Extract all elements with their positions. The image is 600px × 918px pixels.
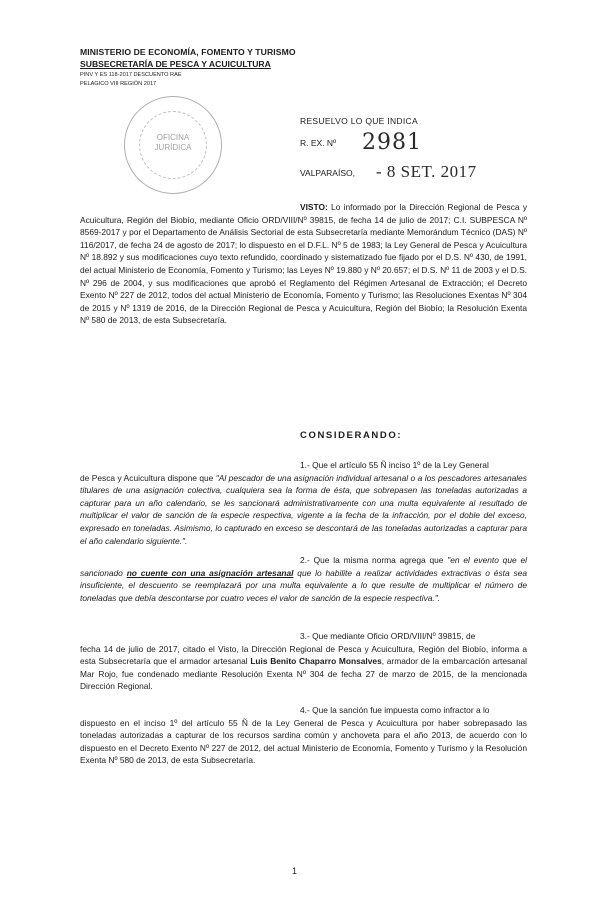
resolution-date: - 8 SET. 2017 (376, 162, 477, 181)
region-reference: PELAGICO VIII REGIÓN 2017 (80, 81, 157, 87)
visto-label: VISTO: (300, 202, 328, 212)
considerando-1-lead: 1.- Que el artículo 55 Ñ inciso 1º de la Ley General (300, 460, 489, 470)
resolution-number-row (300, 130, 422, 155)
file-reference: PINV Y ES 118-2017 DESCUENTO RAE (80, 72, 182, 78)
rex-label: R. EX. Nº (300, 138, 337, 148)
considerando-3-text-a: fecha 14 de julio de 2017, citado el Visto, la Dirección Regional de Pesca y Acuicultura, Región del Biobío, informa a esta Subsecretaría que el armador artesanal (80, 643, 527, 667)
resolution-title: RESUELVO LO QUE INDICA (300, 116, 418, 126)
considerando-3-text-b: , armador de la embarcación artesanal Mar Rojo, fue condenado mediante Resolución Exenta Nº 304 de fecha 27 de marzo de 2015, de la mencionada Dirección Regional. (80, 656, 528, 692)
considerando-2-quote-underlined: no cuente con una asignación artesanal (126, 567, 294, 578)
place-label: VALPARAÍSO, (300, 168, 355, 178)
seal-line-1: OFICINA (156, 133, 190, 142)
considerando-1 (80, 459, 527, 547)
considerando-3 (80, 630, 527, 693)
considerando-2 (80, 554, 527, 604)
considerando-4 (80, 704, 527, 767)
office-seal (124, 96, 222, 194)
seal-text (125, 133, 221, 153)
subsecretaria-name: SUBSECRETARÍA DE PESCA Y ACUICULTURA (80, 59, 271, 69)
page-number: 1 (292, 866, 298, 876)
considerando-2-paragraph (80, 554, 527, 604)
ministry-name: MINISTERIO DE ECONOMÍA, FOMENTO Y TURISMO (80, 47, 296, 57)
considerando-2-quote-b: que lo habilite a realizar actividades extractivas o ésta sea insuficiente, el descuento se reemplazará por una multa equivalente a lo que resulte de multiplicar el número de toneladas que debía descontarse por cuatro veces el valor de sanción de la especie respectiva.". (80, 567, 527, 603)
visto-section (80, 201, 527, 327)
considerando-4-text: dispuesto en el inciso 1º del artículo 55 Ñ de la Ley General de Pesca y Acuicultura por haber sobrepasado las toneladas autorizadas a capturar de los recursos sardina común y anchoveta para el año 2013, de acuerdo con lo dispuesto en el Decreto Exento Nº 227 de 2012, del actual Ministerio de Economía, Fomento y Turismo y la Resolución Exenta Nº 580 de 2013, de esta Subsecretaría. (80, 717, 527, 766)
considerando-1-quote: "Al pescador de una asignación individual artesanal o a los pescadores artesanales titulares de una asignación colectiva, cualquiera sea la forma de ésta, que sobrepasen las toneladas autorizadas a capturar para un año calendario, se les sancionará administrativamente con una multa equivalente al resultado de multiplicar el valor de sanción de la especie respectiva, vigente a la fecha de la infracción, por el doble del exceso, expresado en toneladas. Asimismo, lo capturado en exceso se descontará de las toneladas autorizadas a capturar para el año calendario siguiente.". (80, 472, 527, 546)
considerando-2-quote-a: "en el evento que el sancionado (80, 555, 527, 578)
considerando-heading: CONSIDERANDO: (300, 430, 403, 441)
considerando-3-armador-name: Luis Benito Chaparro Monsalves (250, 656, 382, 667)
considerando-4-lead: 4.- Que la sanción fue impuesta como infractor a lo (300, 705, 490, 715)
resolution-date-row (300, 162, 477, 181)
considerando-2-lead: 2.- Que la misma norma agrega que (300, 555, 448, 565)
seal-line-2: JURÍDICA (154, 143, 192, 152)
considerando-1-text: de Pesca y Acuicultura dispone que (80, 472, 216, 483)
visto-text: Lo informado por la Dirección Regional de Pesca y Acuicultura, Región del Biobío, mediante Oficio ORD/VIII/Nº 39815, de fecha 14 de julio de 2017; C.I. SUBPESCA Nº 8569-2017 y por el Departamento de Análisis Sectorial de esta Subsecretaría mediante Memorándum Técnico (DAS) Nº 116/2017, de fecha 24 de agosto de 2017; lo dispuesto en el D.F.L. Nº 5 de 1983; la Ley General de Pesca y Acuicultura Nº 18.892 y sus modificaciones cuyo texto refundido, coordinado y sistematizado fue fijado por el D.S. Nº 430, de 1991, del actual Ministerio de Economía, Fomento y Turismo; las Leyes Nº 19.880 y Nº 20.657; el D.S. Nº 11 de 2003 y el D.S. Nº 296 de 2004, y sus modificaciones que aprobó el Reglamento del Régimen Artesanal de Extracción; el Decreto Exento Nº 227 de 2012, todos del actual Ministerio de Economía, Fomento y Turismo; las Resoluciones Exentas Nº 304 de 2015 y Nº 1319 de 2016, de la Dirección Regional de Pesca y Acuicultura, Región del Biobío; la Resolución Exenta Nº 580 de 2013, de esta Subsecretaría. (80, 202, 528, 326)
considerando-3-lead: 3.- Que mediante Oficio ORD/VIII/Nº 39815, de (300, 631, 476, 641)
rex-number: 2981 (362, 130, 422, 155)
letterhead (80, 46, 340, 89)
